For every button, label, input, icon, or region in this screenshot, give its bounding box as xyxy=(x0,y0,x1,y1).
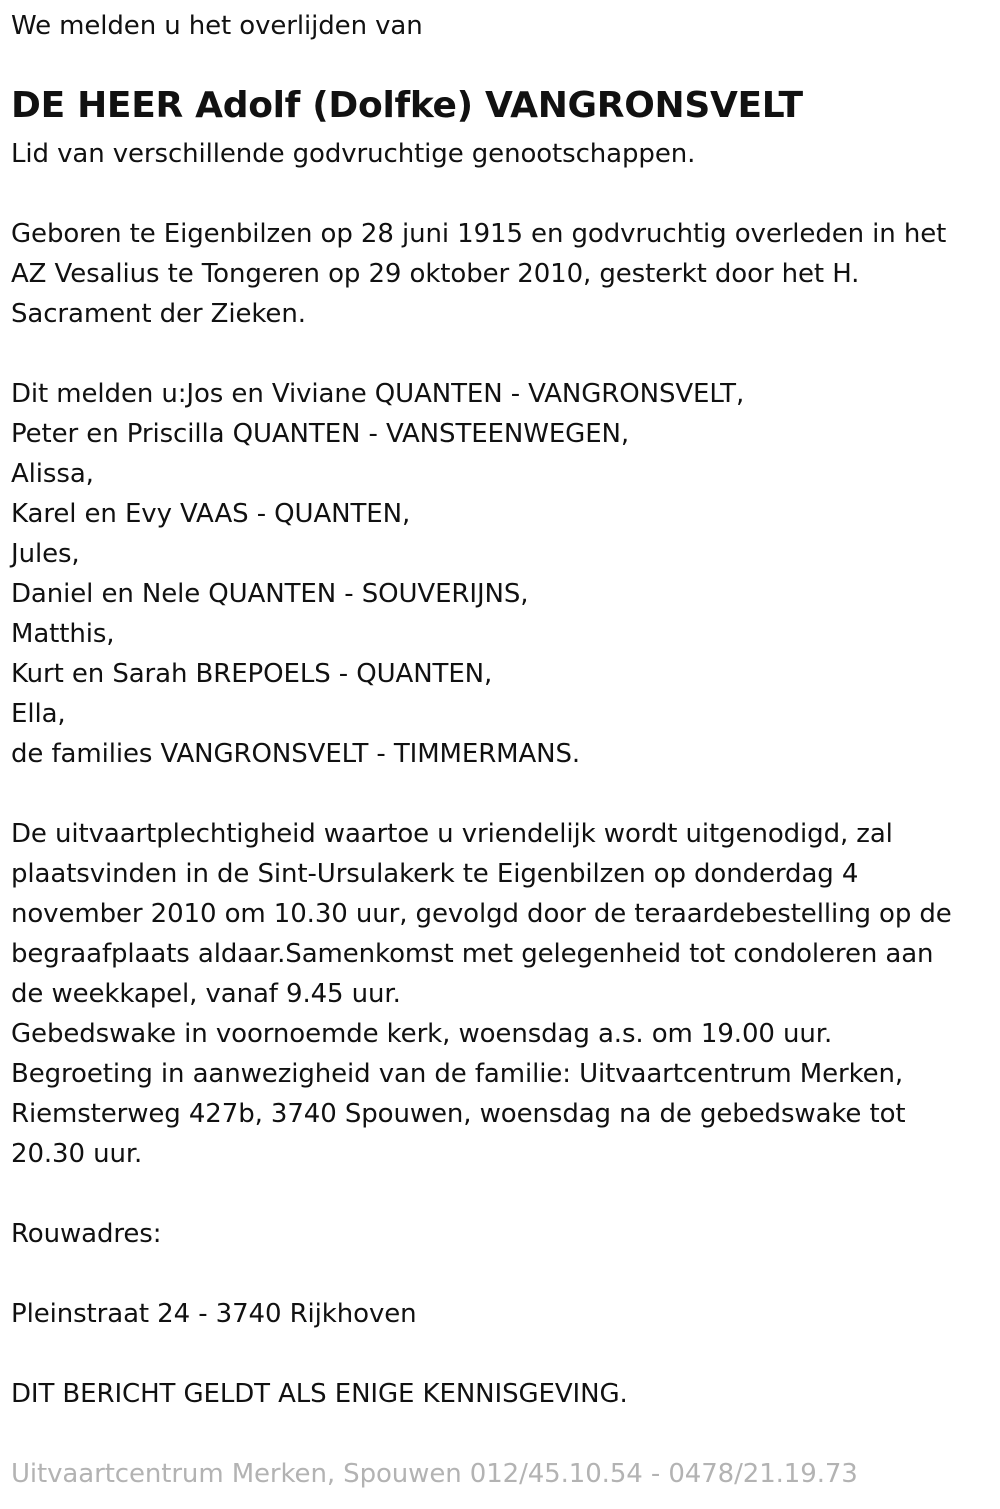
relatives-line: Karel en Evy VAAS - QUANTEN, xyxy=(11,499,411,529)
relatives-line: Daniel en Nele QUANTEN - SOUVERIJNS, xyxy=(11,579,529,609)
funeral-home-footer: Uitvaartcentrum Merken, Spouwen 012/45.10.54 - 0478/21.19.73 xyxy=(11,1459,858,1489)
relatives-line: Kurt en Sarah BREPOELS - QUANTEN, xyxy=(11,659,493,689)
paragraph-line: de weekkapel, vanaf 9.45 uur. xyxy=(11,979,401,1009)
subtitle-text: Lid van verschillende godvruchtige genootschappen. xyxy=(11,139,696,169)
rouwadres-label: Rouwadres: xyxy=(11,1219,162,1249)
relatives-list xyxy=(11,374,744,774)
relatives-line: Ella, xyxy=(11,699,66,729)
rouwadres-address: Pleinstraat 24 - 3740 Rijkhoven xyxy=(11,1299,417,1329)
deceased-name: DE HEER Adolf (Dolfke) VANGRONSVELT xyxy=(11,85,803,126)
paragraph-line: Geboren te Eigenbilzen op 28 juni 1915 en godvruchtig overleden in het xyxy=(11,219,947,249)
intro-text: We melden u het overlijden van xyxy=(11,11,423,41)
paragraph-line: Sacrament der Zieken. xyxy=(11,299,306,329)
paragraph-line: Gebedswake in voornoemde kerk, woensdag a.s. om 19.00 uur. xyxy=(11,1019,833,1049)
paragraph-line: Riemsterweg 427b, 3740 Spouwen, woensdag na de gebedswake tot xyxy=(11,1099,906,1129)
relatives-line: Dit melden u:Jos en Viviane QUANTEN - VANGRONSVELT, xyxy=(11,379,745,409)
notice-text: DIT BERICHT GELDT ALS ENIGE KENNISGEVING. xyxy=(11,1379,628,1409)
paragraph-line: 20.30 uur. xyxy=(11,1139,143,1169)
relatives-line: Alissa, xyxy=(11,459,94,489)
paragraph-line: AZ Vesalius te Tongeren op 29 oktober 2010, gesterkt door het H. xyxy=(11,259,860,289)
paragraph-line: De uitvaartplechtigheid waartoe u vriendelijk wordt uitgenodigd, zal xyxy=(11,819,893,849)
relatives-line: Jules, xyxy=(11,539,80,569)
relatives-line: Peter en Priscilla QUANTEN - VANSTEENWEGEN, xyxy=(11,419,630,449)
birth-death-paragraph xyxy=(11,214,946,334)
paragraph-line: Begroeting in aanwezigheid van de familie: Uitvaartcentrum Merken, xyxy=(11,1059,904,1089)
paragraph-line: november 2010 om 10.30 uur, gevolgd door de teraardebestelling op de xyxy=(11,899,952,929)
ceremony-paragraph xyxy=(11,814,952,1174)
relatives-line: Matthis, xyxy=(11,619,115,649)
paragraph-line: plaatsvinden in de Sint-Ursulakerk te Eigenbilzen op donderdag 4 xyxy=(11,859,859,889)
relatives-line: de families VANGRONSVELT - TIMMERMANS. xyxy=(11,739,581,769)
paragraph-line: begraafplaats aldaar.Samenkomst met gelegenheid tot condoleren aan xyxy=(11,939,934,969)
